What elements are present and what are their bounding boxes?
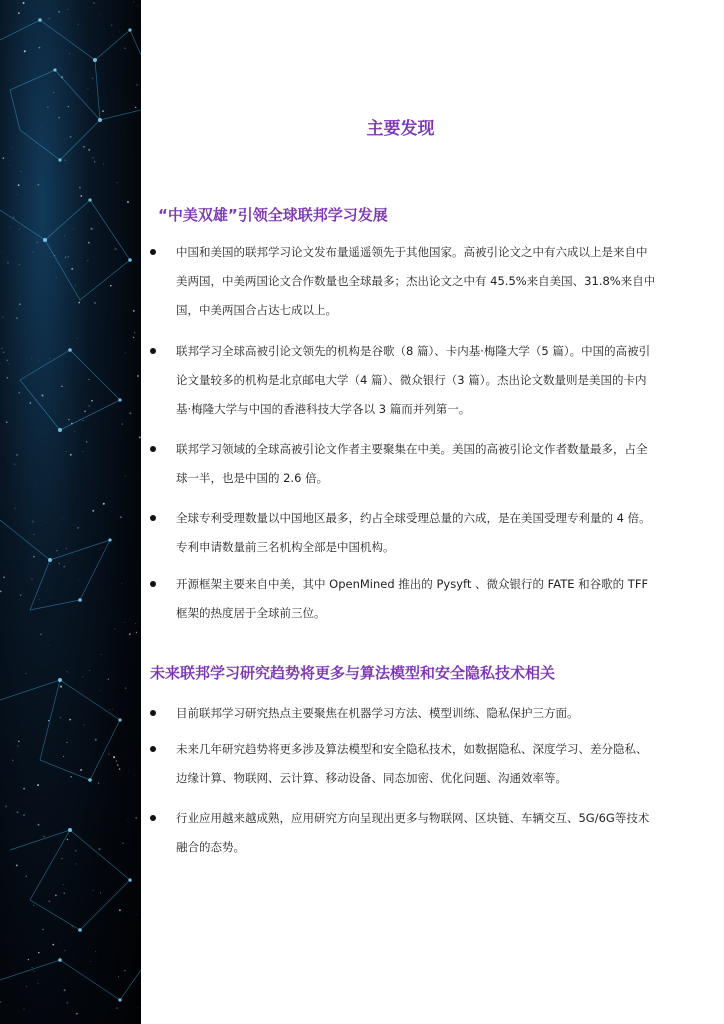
bullet-dot (150, 515, 156, 521)
bullet-dot (150, 710, 156, 716)
bullet-text: 全球专利受理数量以中国地区最多，约占全球受理总量的六成，是在美国受理专利量的 4 倍。专利申请数量前三名机构全部是中国机构。 (176, 511, 651, 554)
bullet-text: 目前联邦学习研究热点主要聚焦在机器学习方法、模型训练、隐私保护三方面。 (176, 706, 579, 720)
page-title: 主要发现 (366, 119, 435, 139)
bullet-dot (150, 249, 156, 255)
bullet-dot (150, 746, 156, 752)
bullet-text: 联邦学习全球高被引论文领先的机构是谷歌（8 篇）、卡内基·梅隆大学（5 篇）。中国的高被引论文量较多的机构是北京邮电大学（4 篇）、微众银行（3 篇）。杰出论文数量则是美国的卡内基·梅隆大学与中国的香港科技大学各以 3 篇而并列第一。 (176, 344, 651, 416)
network-pattern-image (0, 0, 141, 1024)
decorative-network-sidebar (0, 0, 141, 1024)
section-heading-2: 未来联邦学习研究趋势将更多与算法模型和安全隐私技术相关 (150, 664, 556, 682)
bullet-text: 中国和美国的联邦学习论文发布量遥遥领先于其他国家。高被引论文之中有六成以上是来自中美两国，中美两国论文合作数量也全球最多；杰出论文之中有 45.5%来自美国、31.8%来自中国，中美两国合占达七成以上。 (176, 245, 656, 317)
bullet-dot (150, 581, 156, 587)
bullet-text: 开源框架主要来自中美，其中 OpenMined 推出的 Pysyft 、微众银行的 FATE 和谷歌的 TFF 框架的热度居于全球前三位。 (176, 577, 649, 620)
bullet-dot (150, 446, 156, 452)
bullet-dot (150, 348, 156, 354)
bullet-text: 行业应用越来越成熟，应用研究方向呈现出更多与物联网、区块链、车辆交互、5G/6G等技术融合的态势。 (176, 811, 650, 854)
bullet-text: 联邦学习领域的全球高被引论文作者主要聚集在中美。美国的高被引论文作者数量最多，占全球一半，也是中国的 2.6 倍。 (176, 442, 648, 485)
bullet-text: 未来几年研究趋势将更多涉及算法模型和安全隐私技术，如数据隐私、深度学习、差分隐私、边缘计算、物联网、云计算、移动设备、同态加密、优化问题、沟通效率等。 (176, 742, 648, 785)
section-heading-1: “中美双雄”引领全球联邦学习发展 (158, 206, 388, 224)
main-content (141, 0, 724, 1024)
bullet-dot (150, 815, 156, 821)
